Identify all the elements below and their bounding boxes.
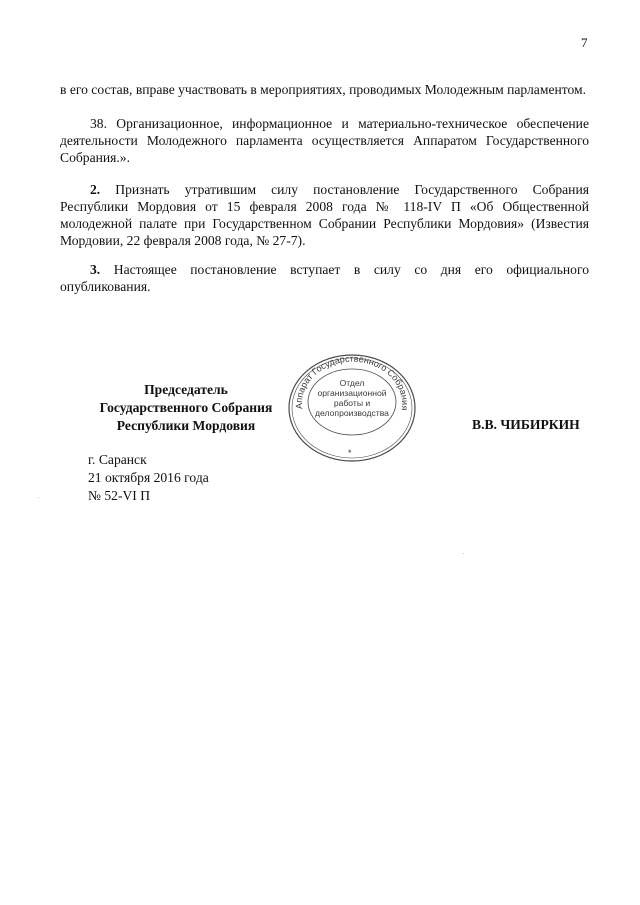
signer-title-line-2: Государственного Собрания bbox=[99, 400, 273, 415]
official-seal-stamp bbox=[285, 352, 419, 464]
seal-inner-text bbox=[311, 370, 393, 440]
city: г. Саранск bbox=[88, 452, 147, 467]
item-3-text: Настоящее постановление вступает в силу со дня его официального опубликования. bbox=[60, 262, 589, 294]
paragraph-continuation: в его состав, вправе участвовать в мероприятиях, проводимых Молодежным парламентом. bbox=[60, 82, 587, 97]
seal-inner-line-4: делопроизводства bbox=[315, 408, 389, 418]
scan-speck bbox=[38, 497, 39, 498]
paragraph-item-2 bbox=[60, 181, 589, 249]
seal-inner-line-3: работы и bbox=[333, 398, 371, 408]
item-2-number: 2. bbox=[90, 182, 101, 197]
signer-title-line-3: Республики Мордовия bbox=[116, 418, 256, 433]
page-number: 7 bbox=[581, 35, 588, 50]
place-date-block bbox=[88, 451, 209, 505]
seal-star: * bbox=[348, 448, 352, 458]
seal-inner-line-1: Отдел bbox=[339, 378, 365, 388]
item-2-text: Признать утратившим силу постановление Государственного Собрания Республики Мордовия от 15 февраля 2008 года № 118-IV П «Об Общественной молодежной палате при Государственном Собрании Республики Мордовия» (Известия Мордовии, 22 февраля 2008 года, № 27-7). bbox=[60, 182, 589, 248]
item-3-number: 3. bbox=[90, 262, 101, 277]
seal-ring-text: Аппарат Государственного Собрания bbox=[293, 353, 411, 412]
date: 21 октября 2016 года bbox=[88, 470, 209, 485]
seal-inner-line-2: организационной bbox=[317, 388, 387, 398]
signer-title-line-1: Председатель bbox=[144, 382, 228, 397]
scan-speck bbox=[463, 553, 464, 554]
signer-name: В.В. ЧИБИРКИН bbox=[472, 417, 580, 432]
paragraph-item-3 bbox=[60, 261, 589, 295]
document-number: № 52-VI П bbox=[88, 488, 151, 503]
paragraph-item-38: 38. Организационное, информационное и материально-техническое обеспечение деятельности Молодежного парламента осуществляется Аппаратом Государственного Собрания.». bbox=[60, 116, 589, 165]
signer-title bbox=[86, 381, 286, 435]
